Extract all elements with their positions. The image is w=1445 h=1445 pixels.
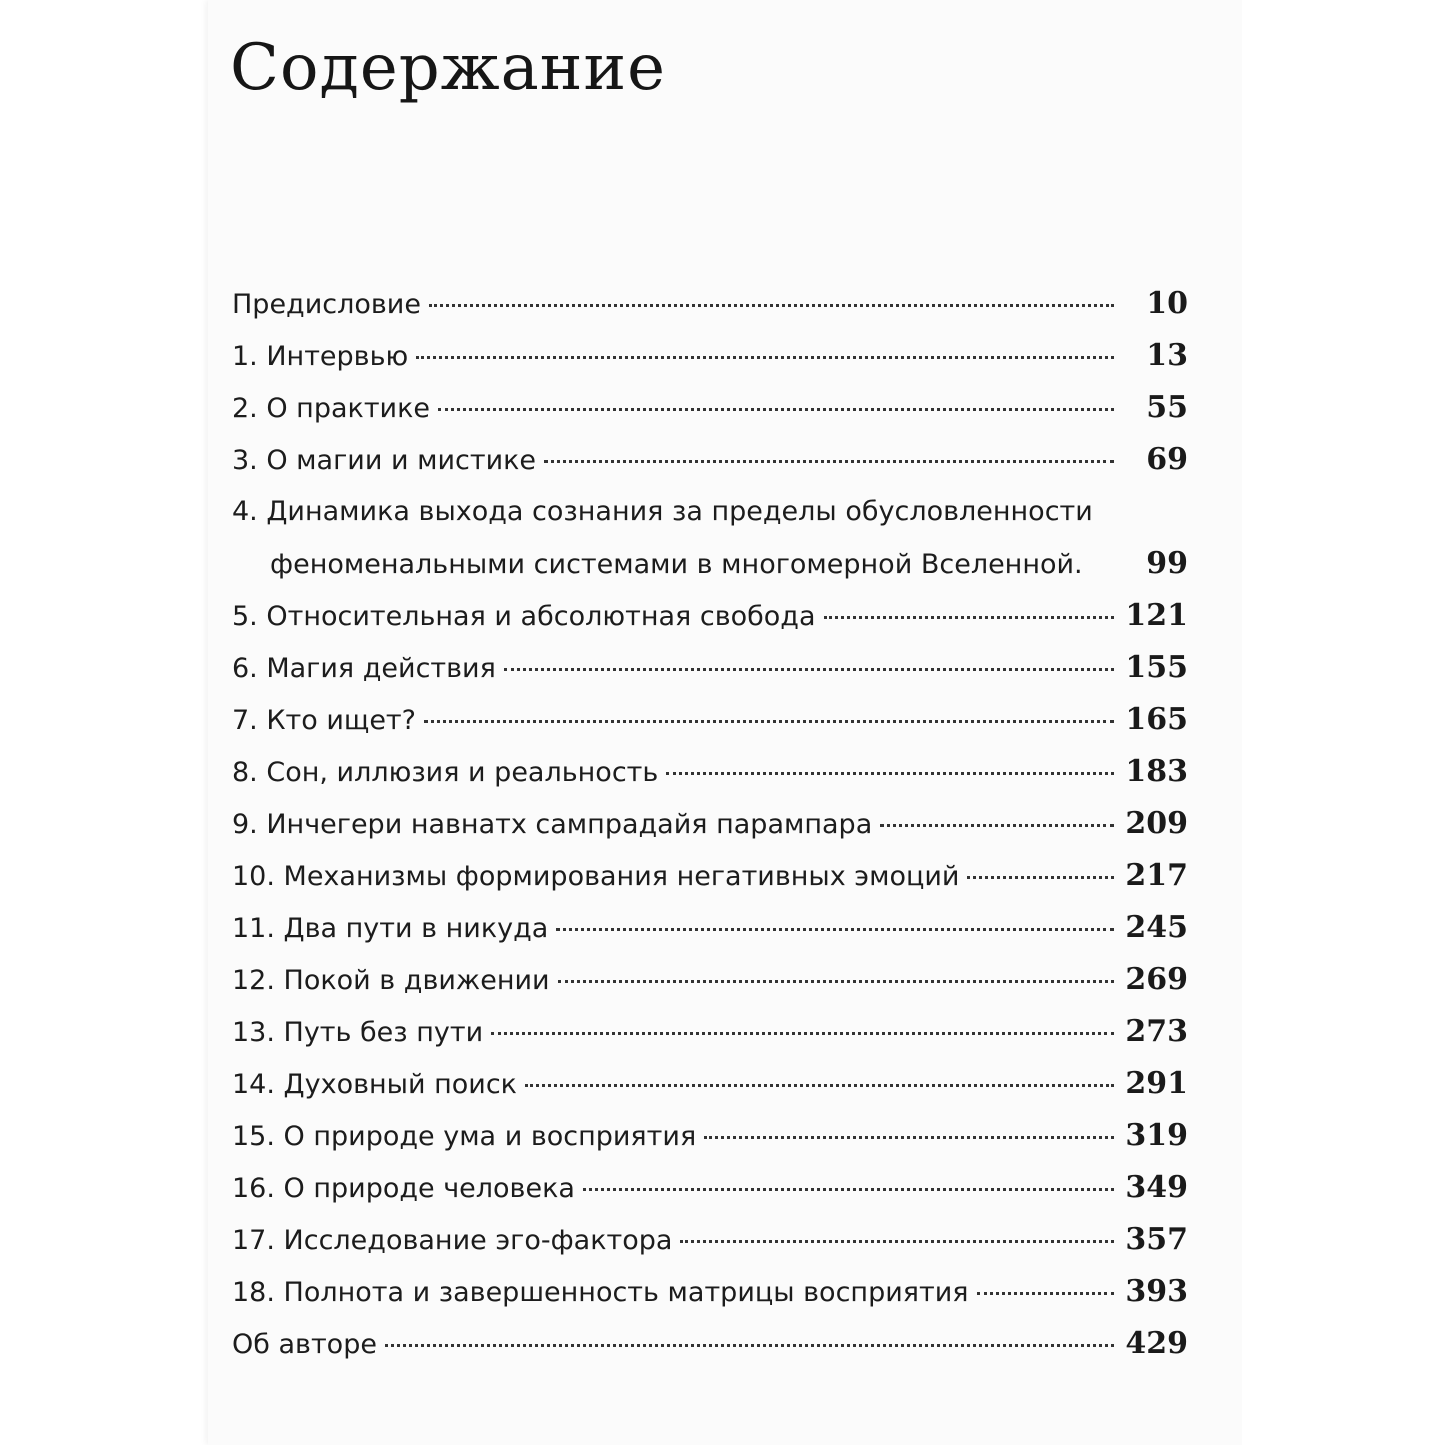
toc-entry-label: 12. Покой в движении — [232, 965, 550, 996]
toc-entry — [232, 902, 1188, 954]
toc-leader-dots — [583, 1188, 1114, 1191]
toc-page-number: 121 — [1125, 598, 1188, 633]
toc-entry-label: 13. Путь без пути — [232, 1017, 484, 1048]
toc-page-number: 55 — [1146, 390, 1188, 425]
toc-entry-label-line2: феноменальными системами в многомерной Вселенной. — [270, 549, 1083, 580]
toc-page-number: 245 — [1125, 910, 1188, 945]
toc-leader-dots — [680, 1240, 1114, 1243]
toc-entry — [232, 694, 1188, 746]
toc-page-number: 291 — [1125, 1066, 1188, 1101]
toc-entry-label: 11. Два пути в никуда — [232, 913, 549, 944]
toc-entry-label: 15. О природе ума и восприятия — [232, 1121, 697, 1152]
toc-page-number: 165 — [1125, 702, 1188, 737]
toc-leader-dots — [504, 668, 1114, 671]
toc-leader-dots — [544, 460, 1114, 463]
toc-page-number: 319 — [1125, 1118, 1188, 1153]
toc-leader-dots — [438, 408, 1114, 411]
toc-entry-label: 6. Магия действия — [232, 653, 496, 684]
toc-page-number: 69 — [1146, 442, 1188, 477]
toc-page-number: 357 — [1125, 1222, 1188, 1257]
toc-entry-label: 16. О природе человека — [232, 1173, 575, 1204]
toc-leader-dots — [704, 1136, 1114, 1139]
toc-entry — [232, 1006, 1188, 1058]
toc-entry-label: 18. Полнота и завершенность матрицы восприятия — [232, 1277, 969, 1308]
toc-entry-label: Об авторе — [232, 1329, 377, 1360]
toc-leader-dots — [556, 928, 1114, 931]
toc-page-number: 273 — [1125, 1014, 1188, 1049]
toc-leader-dots — [977, 1292, 1114, 1295]
toc-leader-dots — [967, 876, 1114, 879]
toc-page-number: 10 — [1146, 286, 1188, 321]
toc-entry — [232, 954, 1188, 1006]
toc-leader-dots — [525, 1084, 1114, 1087]
toc-page-number: 269 — [1125, 962, 1188, 997]
toc-page-number: 349 — [1125, 1170, 1188, 1205]
toc-entry — [232, 1058, 1188, 1110]
toc-entry — [232, 486, 1188, 590]
toc-entry-label-line1: 4. Динамика выхода сознания за пределы обусловленности — [232, 496, 1093, 527]
toc-entry-label: 8. Сон, иллюзия и реальность — [232, 757, 659, 788]
toc-entry — [232, 850, 1188, 902]
toc-entry — [232, 590, 1188, 642]
toc-leader-dots — [385, 1344, 1114, 1347]
toc-entry-label: 3. О магии и мистике — [232, 445, 537, 476]
toc-entry-label: 10. Механизмы формирования негативных эмоций — [232, 861, 960, 892]
page-title: Содержание — [230, 31, 666, 105]
toc-page-number: 217 — [1125, 858, 1188, 893]
toc-entry-label: 7. Кто ищет? — [232, 705, 416, 736]
toc-entry — [232, 798, 1188, 850]
toc-leader-dots — [558, 980, 1114, 983]
toc-entry-label: 1. Интервью — [232, 341, 409, 372]
toc-entry-label: 2. О практике — [232, 393, 431, 424]
toc-leader-dots — [424, 720, 1114, 723]
toc-entry-label: 9. Инчегери навнатх сампрадайя парампара — [232, 809, 873, 840]
toc-entry — [232, 1162, 1188, 1214]
toc-page-number: 99 — [1146, 546, 1188, 581]
table-of-contents — [232, 278, 1188, 1370]
toc-leader-dots — [666, 772, 1114, 775]
toc-page-number: 183 — [1125, 754, 1188, 789]
toc-entry — [232, 1110, 1188, 1162]
toc-entry — [232, 330, 1188, 382]
toc-entry — [232, 382, 1188, 434]
toc-entry — [232, 434, 1188, 486]
toc-entry — [232, 746, 1188, 798]
toc-page-number: 393 — [1125, 1274, 1188, 1309]
toc-entry — [232, 642, 1188, 694]
toc-leader-dots — [824, 616, 1114, 619]
toc-entry — [232, 1214, 1188, 1266]
toc-page-number: 429 — [1125, 1326, 1188, 1361]
toc-entry — [232, 1266, 1188, 1318]
toc-entry-label: 14. Духовный поиск — [232, 1069, 517, 1100]
toc-entry-label: 5. Относительная и абсолютная свобода — [232, 601, 816, 632]
toc-page-number: 155 — [1125, 650, 1188, 685]
toc-entry — [232, 278, 1188, 330]
toc-page-number: 209 — [1125, 806, 1188, 841]
page-margin — [1242, 0, 1445, 1445]
toc-page-number: 13 — [1146, 338, 1188, 373]
toc-leader-dots — [416, 356, 1114, 359]
toc-entry-label: 17. Исследование эго-фактора — [232, 1225, 673, 1256]
toc-leader-dots — [880, 824, 1114, 827]
toc-leader-dots — [491, 1032, 1114, 1035]
toc-entry-label: Предисловие — [232, 289, 421, 320]
toc-entry — [232, 1318, 1188, 1370]
toc-leader-dots — [429, 304, 1114, 307]
